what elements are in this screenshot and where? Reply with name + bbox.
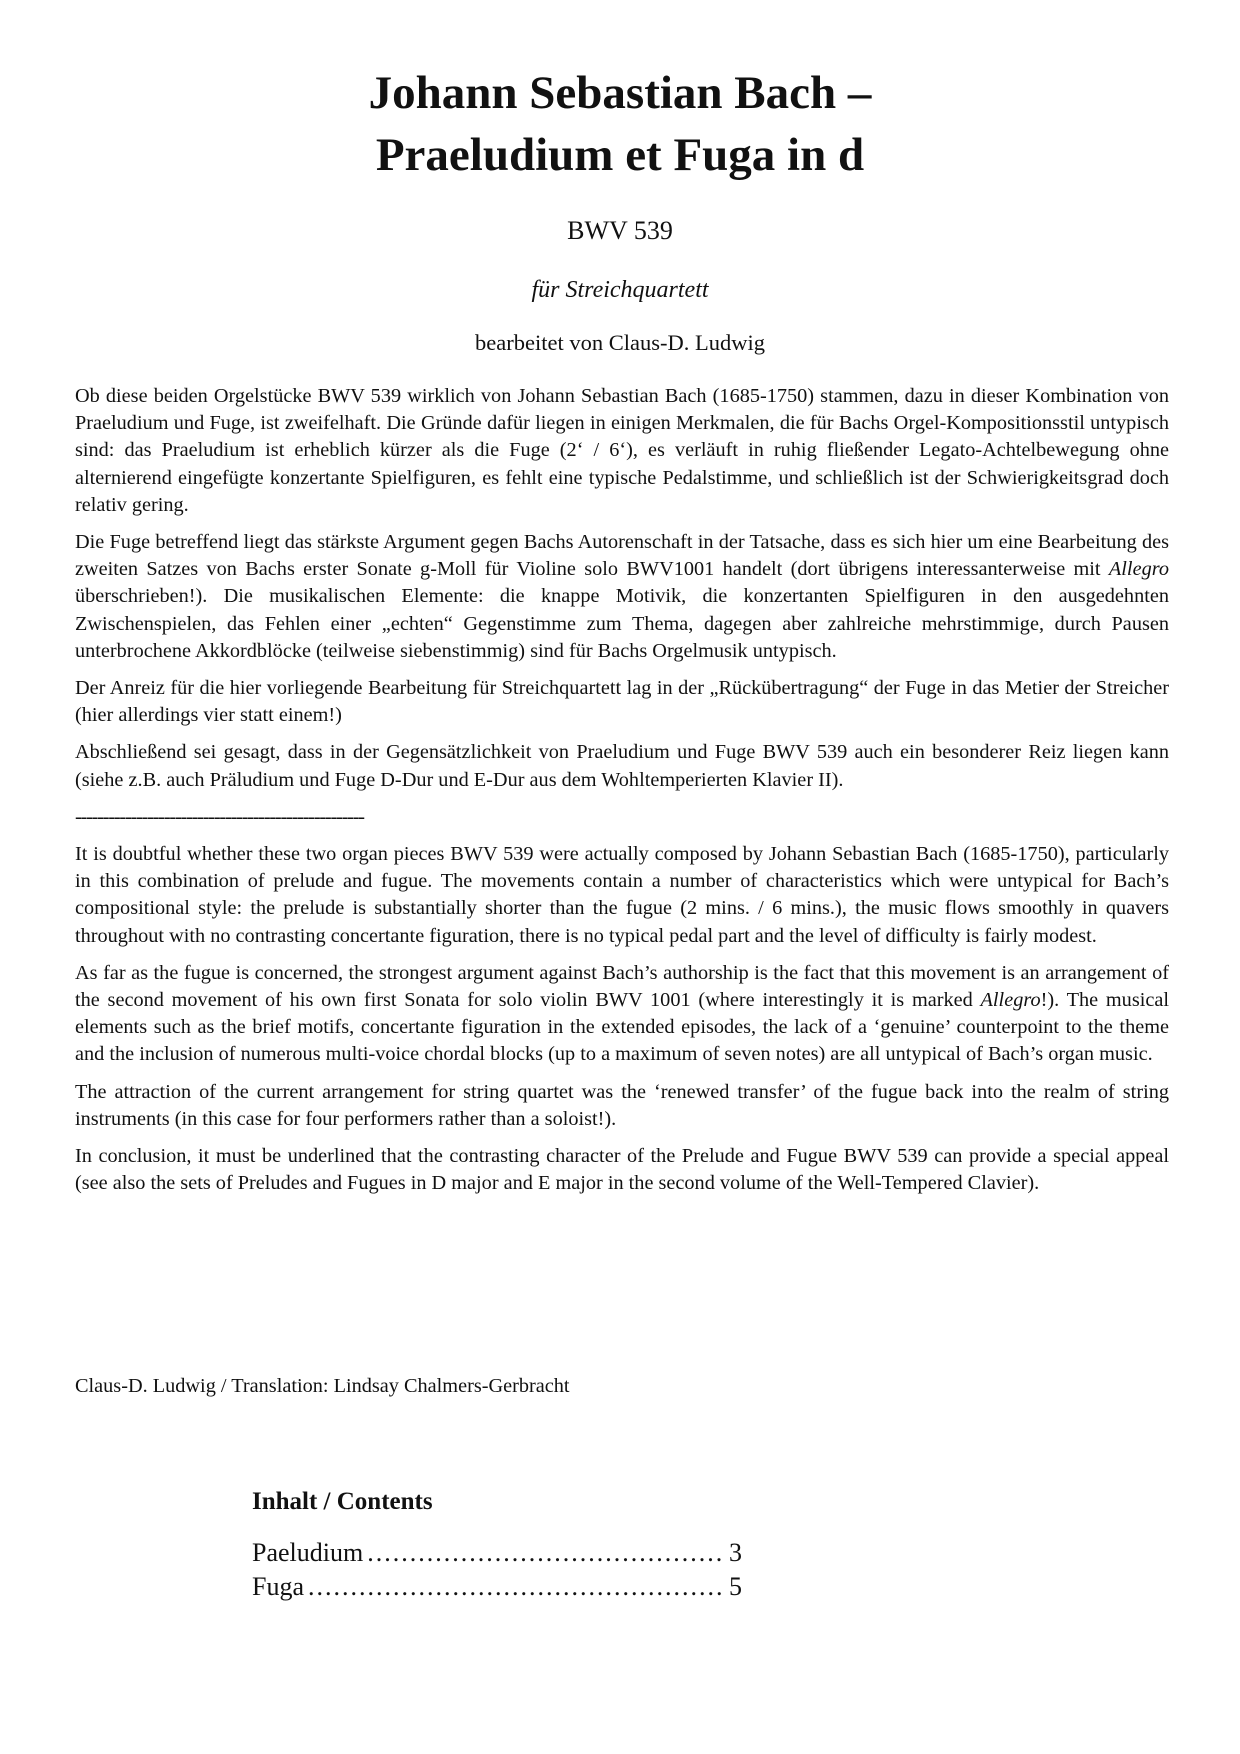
german-paragraph-2 [75,529,1169,665]
toc-entry[interactable] [252,1570,742,1604]
text-span: Die Fuge betreffend liegt das stärkste Argument gegen Bachs Autorenschaft in der Tatsache, dass es sich hier um eine Bearbeitung des zweiten Satzes von Bachs erster Sonate g-Moll für Violine solo BWV1001 handelt (dort übrigens interessanterweise mit [75,531,1169,581]
tempo-marking: Allegro [980,989,1041,1012]
instrumentation: für Streichquartett [531,277,709,303]
section-separator: ---------------------------------------------------- [75,805,364,828]
german-paragraph-4: Abschließend sei gesagt, dass in der Gegensätzlichkeit von Praeludium und Fuge BWV 539 auch ein besonderer Reiz liegen kann (siehe z.B. auch Präludium und Fuge D-Dur und E-Dur aus dem Wohltemperierten Klavier II). [75,741,1169,791]
toc-entry[interactable] [252,1536,742,1570]
page-title [0,62,1240,186]
english-paragraph-1: It is doubtful whether these two organ pieces BWV 539 were actually composed by Johann Sebastian Bach (1685-1750), particularly in this combination of prelude and fugue. The movements contain a number of characteristics which were untypical for Bach’s compositional style: the prelude is substantially shorter than the fugue (2 mins. / 6 mins.), the music flows smoothly in quavers throughout with no contrasting concertante figuration, there is no typical pedal part and the level of difficulty is fairly modest. [75,843,1169,947]
text-span: überschrieben!). Die musikalischen Elemente: die knappe Motivik, die konzertanten Spielfiguren in den ausgedehnten Zwischenspielen, das Fehlen einer „echten“ Gegenstimme zum Thema, dagegen aber zahlreiche mehrstimmige, durch Pausen unterbrochene Akkordblöcke (teilweise siebenstimmig) sind für Bachs Orgelmusik untypisch. [75,585,1169,662]
toc-page-number: 3 [729,1538,742,1567]
toc-label: Paeludium [252,1538,364,1567]
title-line-1: Johann Sebastian Bach – [368,67,872,119]
tempo-marking: Allegro [1108,558,1169,581]
english-paragraph-2 [75,960,1169,1069]
contents-heading: Inhalt / Contents [252,1488,433,1515]
toc-leader-dots [308,1570,725,1604]
table-of-contents [252,1488,742,1604]
title-line-2: Praeludium et Fuga in d [375,129,865,181]
text-span: As far as the fugue is concerned, the strongest argument against Bach’s authorship is the fact that this movement is an arrangement of the second movement of his own first Sonata for solo violin BWV 1001 (where interestingly it is marked [75,961,1169,1012]
signature: Claus-D. Ludwig / Translation: Lindsay Chalmers-Gerbracht [75,1375,570,1397]
catalog-number: BWV 539 [567,216,673,245]
toc-leader-dots [367,1536,725,1570]
german-paragraph-1: Ob diese beiden Orgelstücke BWV 539 wirklich von Johann Sebastian Bach (1685-1750) stammen, dazu in dieser Kombination von Praeludium und Fuge, ist zweifelhaft. Die Gründe dafür liegen in einigen Merkmalen, die für Bachs Orgel-Kompositionsstil untypisch sind: das Praeludium ist erheblich kürzer als die Fuge (2‘ / 6‘), es verläuft in ruhig fließender Legato-Achtelbewegung ohne alternierend eingefügte konzertante Spielfiguren, es fehlt eine typische Pedalstimme, und schließlich ist der Schwierigkeitsgrad doch relativ gering. [75,385,1169,516]
english-paragraph-3: The attraction of the current arrangement for string quartet was the ‘renewed transfer’ of the fugue back into the realm of string instruments (in this case for four performers rather than a soloist!). [75,1080,1169,1130]
english-paragraph-4: In conclusion, it must be underlined that the contrasting character of the Prelude and Fugue BWV 539 can provide a special appeal (see also the sets of Preludes and Fugues in D major and E major in the second volume of the Well-Tempered Clavier). [75,1145,1169,1195]
text-span: !). The musical elements such as the brief motifs, concertante figuration in the extended episodes, the lack of a ‘genuine’ counterpoint to the theme and the inclusion of numerous multi-voice chordal blocks (up to a maximum of seven notes) are all untypical of Bach’s organ music. [75,989,1169,1066]
toc-page-number: 5 [729,1572,742,1601]
german-paragraph-3: Der Anreiz für die hier vorliegende Bearbeitung für Streichquartett lag in der „Rückübertragung“ der Fuge in das Metier der Streicher (hier allerdings vier statt einem!) [75,677,1169,727]
toc-label: Fuga [252,1572,304,1601]
arranger-credit: bearbeitet von Claus-D. Ludwig [475,330,765,355]
foreword [75,383,1169,1207]
